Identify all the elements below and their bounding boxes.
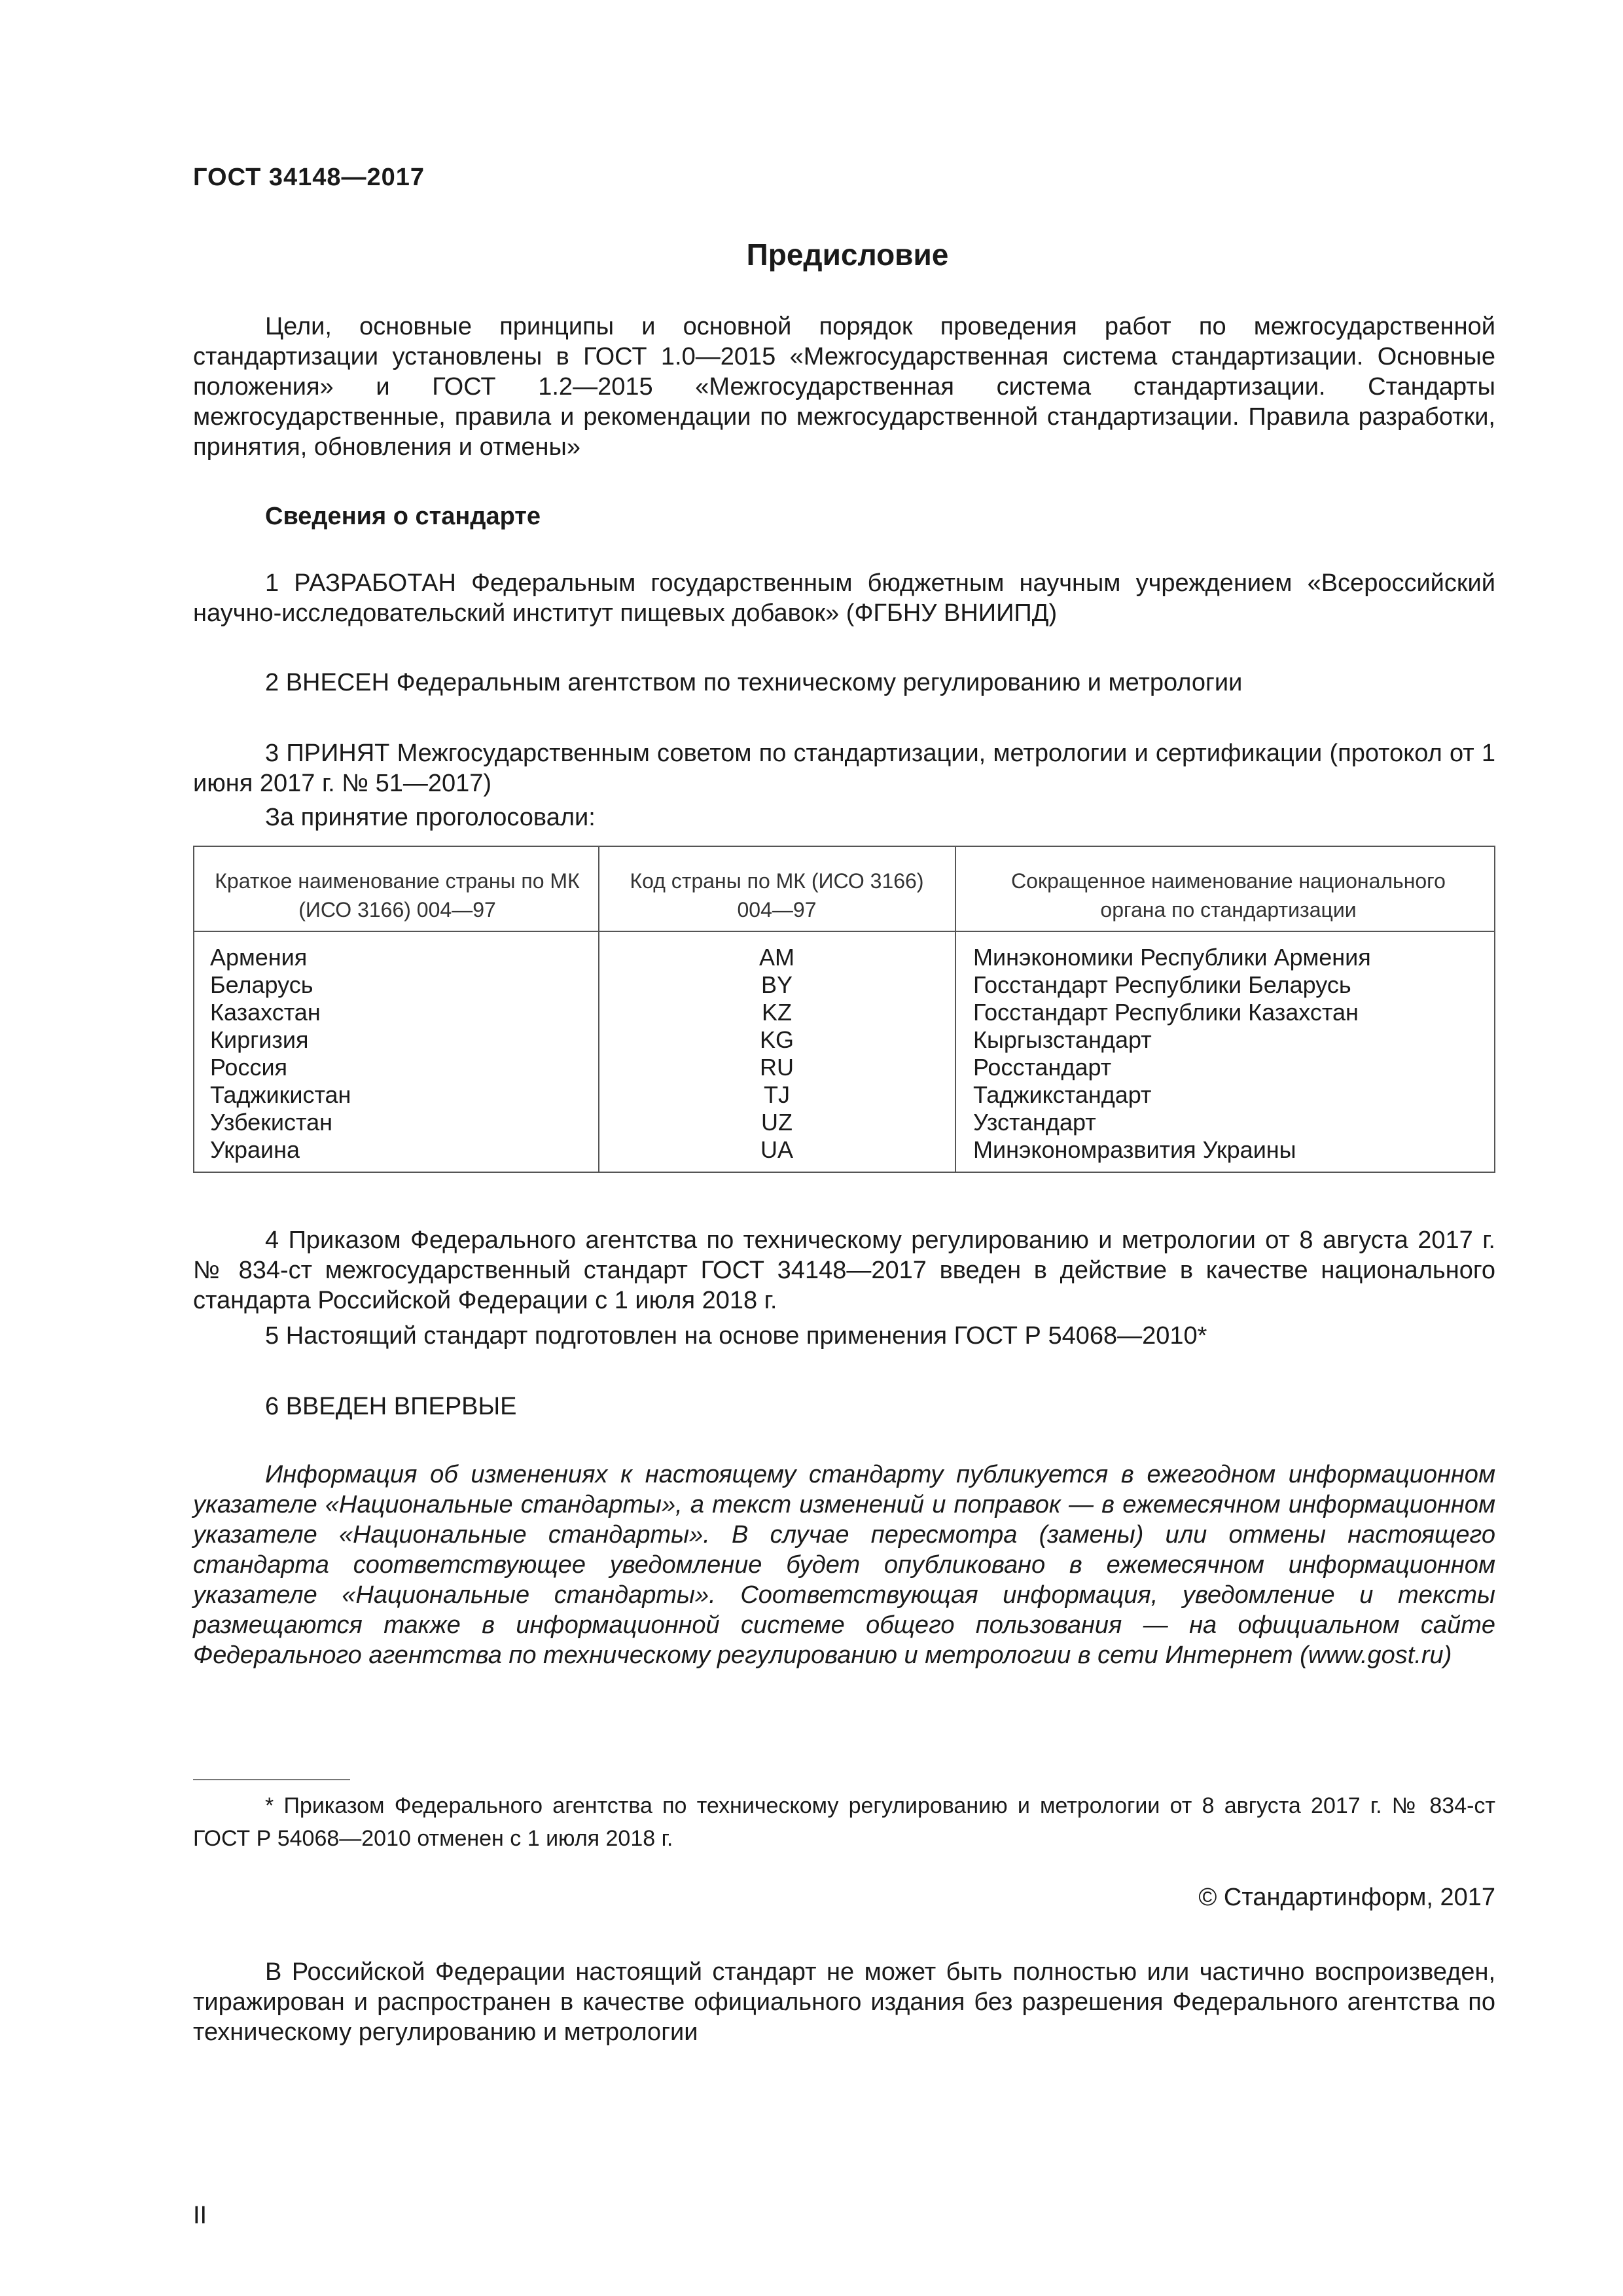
item-2-introduced: 2 ВНЕСЕН Федеральным агентством по техническому регулированию и метрологии — [265, 669, 1243, 696]
table-cell: Узбекистан — [210, 1109, 333, 1136]
table-cell: Киргизия — [210, 1026, 309, 1053]
item-4-order: 4 Приказом Федерального агентства по техническому регулированию и метрологии от 8 августа 2017 г. № 834-ст межгосударственный стандарт ГОСТ 34148—2017 введен в действие в качестве национального стандарта Российской Федерации с 1 июля 2018 г. — [193, 1227, 1495, 1314]
intro-paragraph: Цели, основные принципы и основной порядок проведения работ по межгосударственной стандартизации установлены в ГОСТ 1.0—2015 «Межгосударственная система стандартизации. Основные положения» и ГОСТ 1.2—2015 «Межгосударственная система стандартизации. Стандарты межгосударственные, правила и рекомендации по межгосударственной стандартизации. Правила разработки, принятия, обновления и отмены» — [193, 313, 1495, 461]
table-divider — [598, 847, 599, 1172]
table-cell: Украина — [210, 1136, 300, 1163]
footnote-separator — [193, 1779, 350, 1780]
table-cell: UA — [760, 1136, 793, 1163]
page-title: Предисловие — [746, 238, 949, 272]
table-cell: AM — [759, 944, 794, 971]
table-header-rule — [194, 931, 1494, 932]
table-cell: KZ — [761, 999, 792, 1026]
table-cell: Минэкономразвития Украины — [973, 1136, 1296, 1163]
table-divider — [955, 847, 956, 1172]
table-cell: Госстандарт Республики Беларусь — [973, 971, 1351, 998]
table-cell: Таджикистан — [210, 1081, 351, 1108]
table-cell: Госстандарт Республики Казахстан — [973, 999, 1359, 1026]
table-cell: Россия — [210, 1054, 288, 1081]
voting-table — [193, 846, 1495, 1173]
footnote: * Приказом Федерального агентства по техническому регулированию и метрологии от 8 августа 2017 г. № 834-ст ГОСТ Р 54068—2010 отменен с 1 июля 2018 г. — [193, 1793, 1495, 1851]
table-cell: Кыргызстандарт — [973, 1026, 1152, 1053]
table-header-body: Сокращенное наименование национального органа по стандартизации — [1011, 869, 1446, 922]
item-3-adopted: 3 ПРИНЯТ Межгосударственным советом по стандартизации, метрологии и сертификации (протокол от 1 июня 2017 г. № 51—2017) — [193, 740, 1495, 797]
section-heading: Сведения о стандарте — [265, 503, 541, 530]
item-1-developed: 1 РАЗРАБОТАН Федеральным государственным бюджетным научным учреждением «Всероссийский научно-исследовательский институт пищевых добавок» (ФГБНУ ВНИИПД) — [193, 569, 1495, 627]
table-header-code: Код страны по МК (ИСО 3166) 004—97 — [630, 869, 924, 922]
table-column-code — [600, 944, 954, 1164]
document-code: ГОСТ 34148—2017 — [193, 164, 425, 191]
table-header-country: Краткое наименование страны по МК (ИСО 3166) 004—97 — [215, 869, 580, 922]
table-cell: RU — [760, 1054, 794, 1081]
table-cell: Росстандарт — [973, 1054, 1112, 1081]
table-cell: Армения — [210, 944, 308, 971]
voted-label: За принятие проголосовали: — [265, 804, 596, 831]
table-cell: TJ — [764, 1081, 790, 1108]
reproduction-restriction: В Российской Федерации настоящий стандарт не может быть полностью или частично воспроизведен, тиражирован и распространен в качестве официального издания без разрешения Федерального агентства по техническому регулированию и метрологии — [193, 1958, 1495, 2046]
table-column-body — [973, 944, 1484, 1164]
copyright: © Стандартинформ, 2017 — [1198, 1884, 1495, 1911]
table-cell: Минэкономики Республики Армения — [973, 944, 1371, 971]
item-5-basis: 5 Настоящий стандарт подготовлен на основе применения ГОСТ Р 54068—2010* — [265, 1322, 1207, 1350]
table-cell: BY — [760, 971, 793, 998]
table-cell: KG — [759, 1026, 794, 1053]
table-column-country — [210, 944, 590, 1164]
table-cell: Таджикстандарт — [973, 1081, 1152, 1108]
page-number: II — [193, 2202, 207, 2229]
item-6-first-introduced: 6 ВВЕДЕН ВПЕРВЫЕ — [265, 1393, 517, 1420]
table-cell: Казахстан — [210, 999, 321, 1026]
table-cell: Беларусь — [210, 971, 313, 998]
table-cell: Узстандарт — [973, 1109, 1096, 1136]
table-cell: UZ — [761, 1109, 793, 1136]
changes-notice: Информация об изменениях к настоящему стандарту публикуется в ежегодном информационном указателе «Национальные стандарты», а текст изменений и поправок — в ежемесячном информационном указателе «Национальные стандарты». В случае пересмотра (замены) или отмены настоящего стандарта соответствующее уведомление будет опубликовано в ежемесячном информационном указателе «Национальные стандарты». Соответствующая информация, уведомление и тексты размещаются также в информационной системе общего пользования — на официальном сайте Федерального агентства по техническому регулированию и метрологии в сети Интернет (www.gost.ru) — [193, 1461, 1495, 1669]
